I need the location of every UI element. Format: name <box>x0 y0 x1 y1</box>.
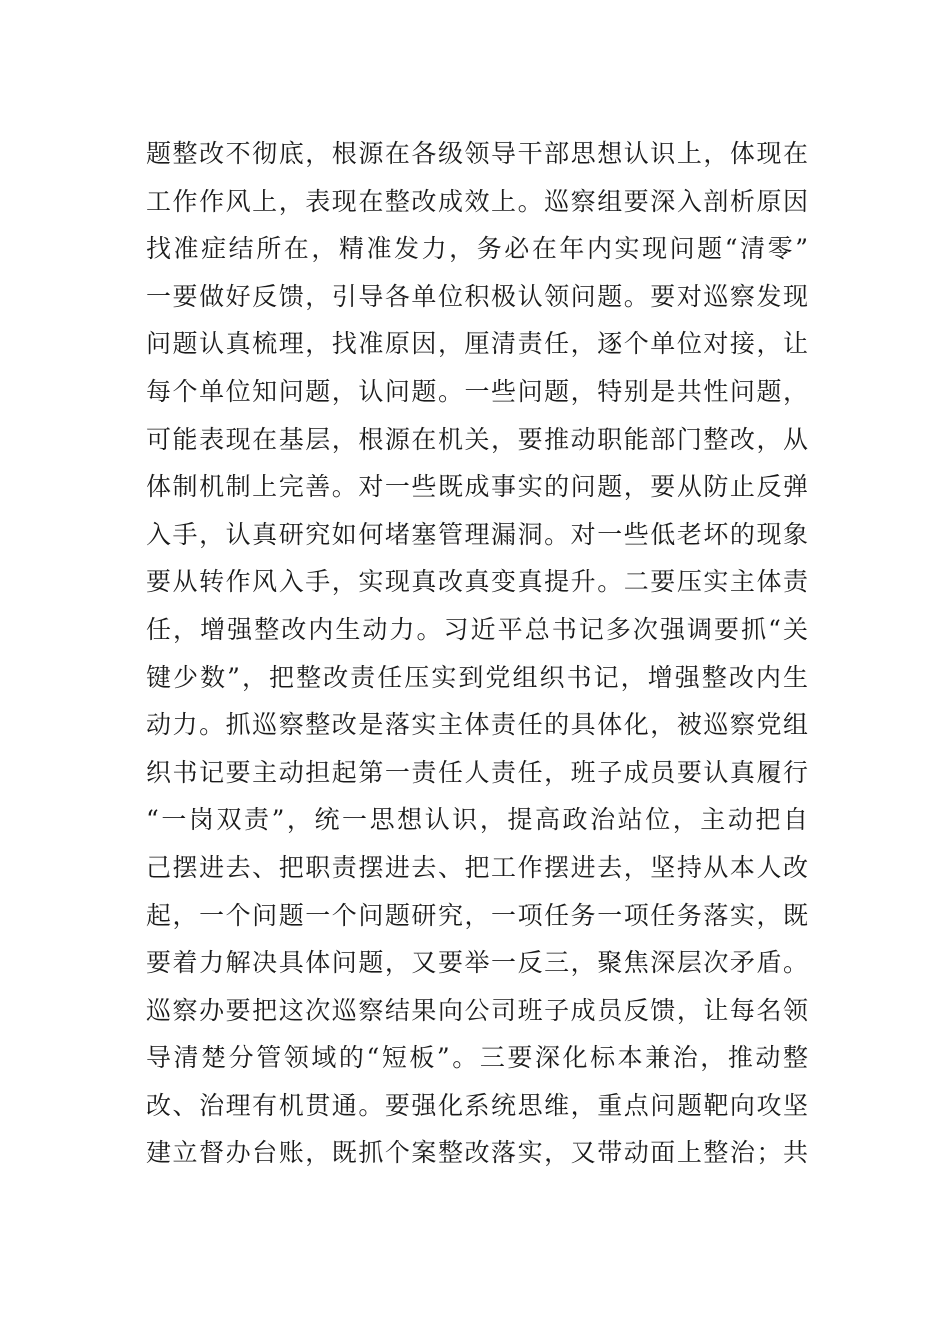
text-line: 任，增强整改内生动力。习近平总书记多次强调要抓“关 <box>146 614 808 644</box>
text-line: 可能表现在基层，根源在机关，要推动职能部门整改，从 <box>146 424 808 454</box>
text-line: 织书记要主动担起第一责任人责任，班子成员要认真履行 <box>146 757 808 787</box>
text-line: 动力。抓巡察整改是落实主体责任的具体化，被巡察党组 <box>146 710 808 740</box>
text-line: 题整改不彻底，根源在各级领导干部思想认识上，体现在 <box>146 139 808 168</box>
text-line: 体制机制上完善。对一些既成事实的问题，要从防止反弹 <box>146 472 808 502</box>
text-line: 要从转作风入手，实现真改真变真提升。二要压实主体责 <box>146 567 808 597</box>
text-line: 要着力解决具体问题，又要举一反三，聚焦深层次矛盾。 <box>146 948 808 978</box>
text-line: 己摆进去、把职责摆进去、把工作摆进去，坚持从本人改 <box>146 852 808 882</box>
text-line: 改、治理有机贯通。要强化系统思维，重点问题靶向攻坚 <box>146 1090 808 1120</box>
text-line: 每个单位知问题，认问题。一些问题，特别是共性问题， <box>146 376 808 406</box>
text-line: 入手，认真研究如何堵塞管理漏洞。对一些低老坏的现象 <box>146 519 808 549</box>
text-line: 工作作风上，表现在整改成效上。巡察组要深入剖析原因 <box>146 186 808 216</box>
text-line: 找准症结所在，精准发力，务必在年内实现问题“清零” <box>146 234 808 264</box>
text-line: 建立督办台账，既抓个案整改落实，又带动面上整治；共 <box>146 1138 808 1168</box>
text-line: 问题认真梳理，找准原因，厘清责任，逐个单位对接，让 <box>146 329 808 359</box>
body-text <box>146 130 808 1177</box>
text-line: 一要做好反馈，引导各单位积极认领问题。要对巡察发现 <box>146 281 808 311</box>
text-line: 巡察办要把这次巡察结果向公司班子成员反馈，让每名领 <box>146 995 808 1025</box>
text-line: 导清楚分管领域的“短板”。三要深化标本兼治，推动整 <box>146 1043 808 1073</box>
text-line: 键少数”，把整改责任压实到党组织书记，增强整改内生 <box>146 662 808 692</box>
text-line: 起，一个问题一个问题研究，一项任务一项任务落实，既 <box>146 900 808 930</box>
text-line: “一岗双责”，统一思想认识，提高政治站位，主动把自 <box>146 805 808 835</box>
